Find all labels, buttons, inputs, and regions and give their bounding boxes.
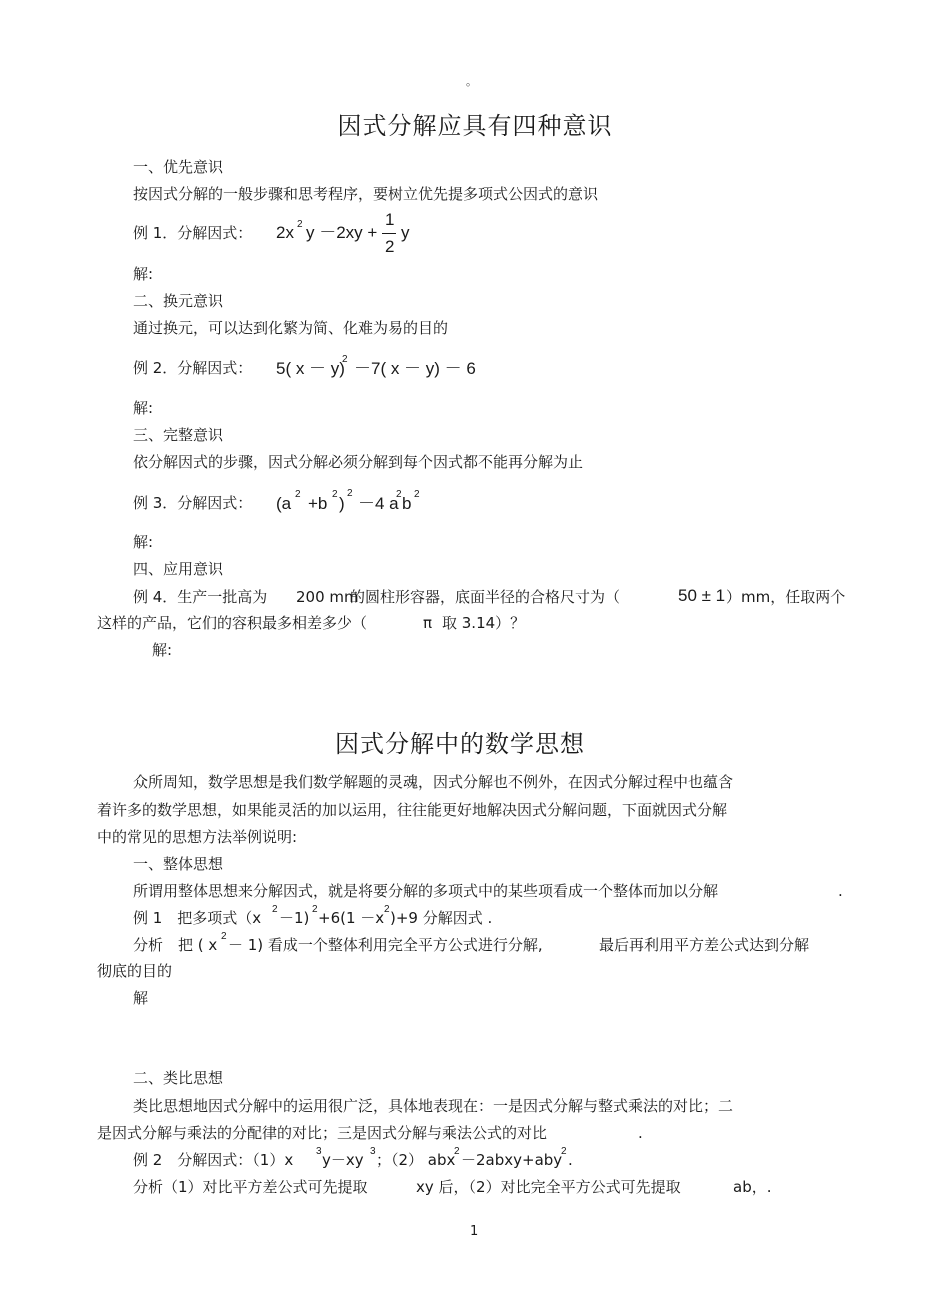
example2-term-a: 5( x － y) [276, 359, 345, 378]
example4-text-d: 这样的产品，它们的容积最多相差多少（ [97, 614, 368, 632]
example1-term-c: y [401, 223, 410, 242]
example3-sup1: 2 [295, 489, 301, 500]
example1-fraction-denominator: 2 [385, 237, 395, 256]
example3-term-d: －4 a [358, 494, 399, 513]
paragraph-analogy-2: 是因式分解与乘法的分配律的对比；三是因式分解与乘法公式的对比 [97, 1124, 548, 1142]
example2-term-b: －7( x － y) － 6 [354, 359, 476, 378]
heading-application: 四、应用意识 [133, 560, 224, 578]
heading-priority: 一、优先意识 [133, 158, 224, 176]
example2-label: 例 2．分解因式： [133, 359, 253, 377]
heading-analogy: 二、类比思想 [133, 1069, 224, 1087]
s2-example1-a: 例 1 把多项式（x [133, 909, 262, 927]
example3-sup3: 2 [347, 488, 353, 499]
example3-sup4: 2 [396, 489, 402, 500]
paragraph-analogy-dot: . [638, 1124, 643, 1142]
example1-sup: 2 [297, 219, 303, 230]
page-number: 1 [470, 1224, 479, 1239]
s2-solution1-label: 解 [133, 989, 149, 1007]
example2-sup: 2 [342, 354, 348, 365]
s2-example1-sup3: 2 [384, 904, 390, 915]
example3-term-e: b [402, 494, 412, 513]
s2-example1-d: )+9 分解因式 . [390, 909, 493, 927]
example4-height: 200 mm [296, 588, 359, 606]
s2-example2-e: . [568, 1151, 573, 1169]
analysis2-b: xy 后，（2）对比完全平方公式可先提取 [416, 1178, 681, 1196]
example1-label: 例 1．分解因式： [133, 224, 253, 242]
section1-title: 因式分解应具有四种意识 [337, 112, 613, 140]
top-mark: 。 [466, 75, 477, 88]
example4-pi: π [423, 614, 433, 632]
s2-example1-sup1: 2 [272, 904, 278, 915]
s2-example2-sup4: 2 [561, 1146, 567, 1157]
paragraph-analogy-1: 类比思想地因式分解中的运用很广泛，具体地表现在：一是因式分解与整式乘法的对比；二 [133, 1097, 734, 1115]
s2-example1-sup2: 2 [312, 904, 318, 915]
example4-text-c: ）mm，任取两个 [726, 588, 846, 606]
solution4-label: 解: [152, 641, 173, 659]
example1-term-a: 2x [276, 223, 294, 242]
example3-term-c: ) [339, 494, 345, 513]
heading-substitution: 二、换元意识 [133, 292, 224, 310]
example4-text-a: 例 4．生产一批高为 [133, 588, 268, 606]
example4-text-e: 取 3.14）？ [442, 614, 526, 632]
s2-example1-c: +6(1 －x [318, 909, 385, 927]
paragraph-whole-thinking: 所谓用整体思想来分解因式，就是将要分解的多项式中的某些项看成一个整体而加以分解 [133, 882, 719, 900]
example1-fraction-bar [382, 233, 396, 234]
s2-example2-sup3: 2 [454, 1146, 460, 1157]
example3-sup5: 2 [414, 489, 420, 500]
analysis1-line2: 彻底的目的 [97, 962, 173, 980]
paragraph-whole-thinking-dot: . [838, 882, 843, 900]
paragraph-priority: 按因式分解的一般步骤和思考程序，要树立优先提多项式公因式的意识 [133, 185, 599, 203]
example3-label: 例 3．分解因式： [133, 494, 253, 512]
s2-example2-a: 例 2 分解因式：（1）x [133, 1151, 294, 1169]
analysis1-a: 分析 把 ( x [133, 936, 218, 954]
s2-example2-sup1: 3 [316, 1146, 322, 1157]
heading-whole-thinking: 一、整体思想 [133, 855, 224, 873]
analysis1-c: 最后再利用平方差公式达到分解 [599, 936, 810, 954]
s2-example1-b: －1) [279, 909, 310, 927]
example3-term-b: +b [308, 494, 328, 513]
paragraph-substitution: 通过换元，可以达到化繁为简、化难为易的目的 [133, 319, 449, 337]
s2-example2-sup2: 3 [370, 1146, 376, 1157]
intro-line-3: 中的常见的思想方法举例说明: [97, 828, 298, 846]
solution3-label: 解: [133, 533, 154, 551]
analysis1-b: － 1) 看成一个整体利用完全平方公式进行分解, [228, 936, 543, 954]
example3-term-a: (a [276, 494, 292, 513]
intro-line-1: 众所周知，数学思想是我们数学解题的灵魂，因式分解也不例外，在因式分解过程中也蕴含 [133, 773, 734, 791]
section2-title: 因式分解中的数学思想 [335, 730, 585, 758]
example4-radius: 50 ± 1 [678, 586, 726, 605]
example1-term-b: y －2xy + [306, 223, 378, 242]
paragraph-completeness: 依分解因式的步骤，因式分解必须分解到每个因式都不能再分解为止 [133, 453, 584, 471]
s2-example2-b: y－xy [322, 1151, 364, 1169]
analysis2-a: 分析（1）对比平方差公式可先提取 [133, 1178, 368, 1196]
intro-line-2: 着许多的数学思想，如果能灵活的加以运用，往往能更好地解决因式分解问题，下面就因式分解 [97, 801, 728, 819]
example1-fraction-numerator: 1 [385, 210, 395, 229]
solution1-label: 解: [133, 265, 154, 283]
example4-text-b: 的圆柱形容器，底面半径的合格尺寸为（ [350, 588, 621, 606]
heading-completeness: 三、完整意识 [133, 426, 224, 444]
solution2-label: 解: [133, 399, 154, 417]
analysis2-c: ab，. [733, 1178, 772, 1196]
s2-example2-c: ；（2） abx [376, 1151, 456, 1169]
example3-sup2: 2 [332, 489, 338, 500]
s2-example2-d: －2abxy+aby [461, 1151, 563, 1169]
analysis1-sup: 2 [221, 931, 227, 942]
